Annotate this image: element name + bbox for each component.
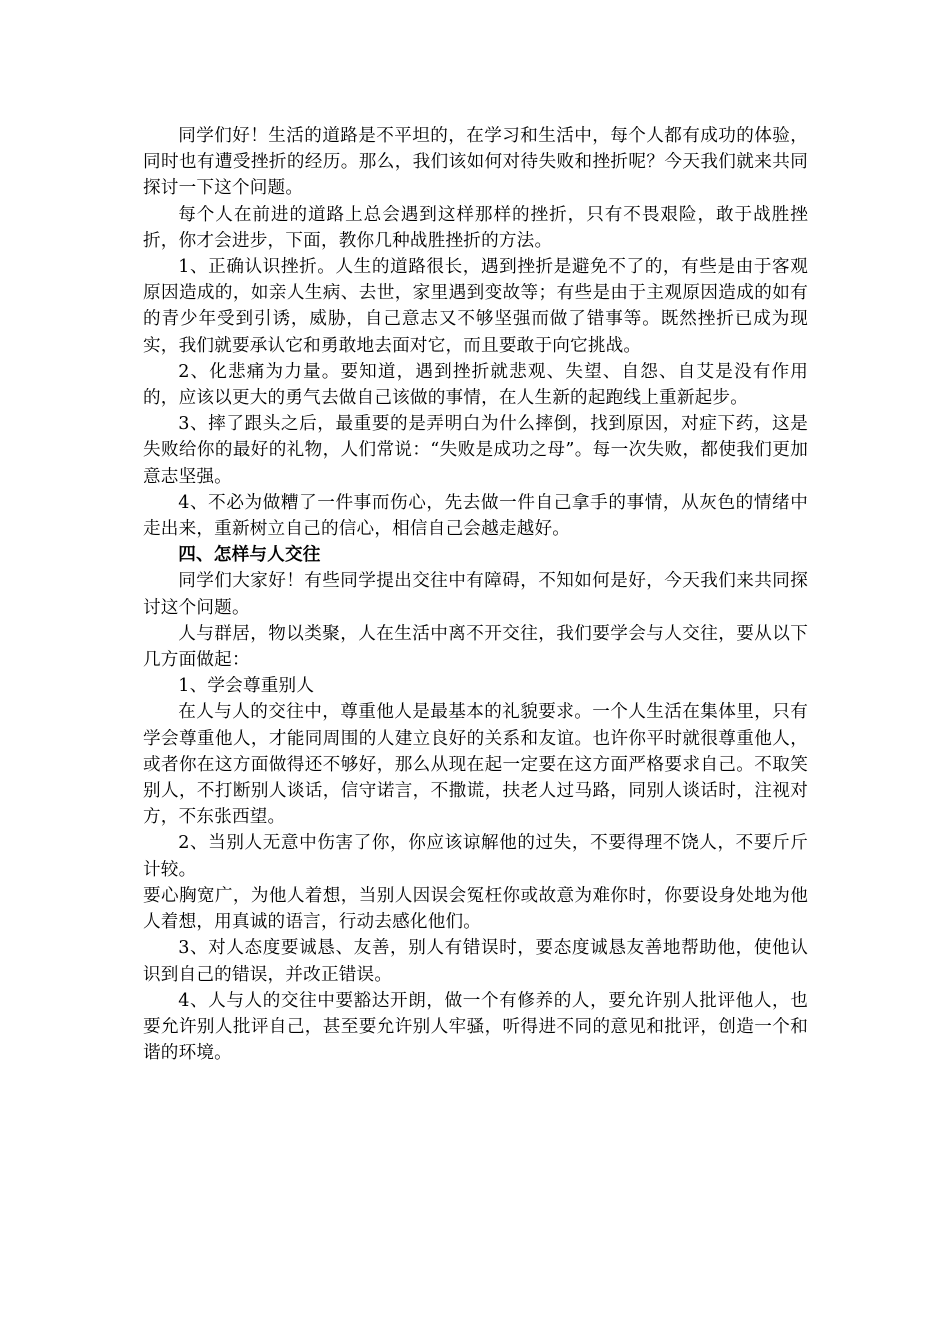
paragraph-intro: 同学们好！生活的道路是不平坦的，在学习和生活中，每个人都有成功的体验，同时也有遭受挫折的经历。那么，我们该如何对待失败和挫折呢？今天我们就来共同探讨一下这个问题。 (143, 126, 808, 199)
paragraph-method-1: 1、正确认识挫折。人生的道路很长，遇到挫折是避免不了的，有些是由于客观原因造成的，如亲人生病、去世，家里遇到变故等；有些是由于主观原因造成的如有的青少年受到引诱，威胁，自己意志又不够坚强而做了错事等。既然挫折已成为现实，我们就要承认它和勇敢地去面对它，而且要敢于向它挑战。 (143, 257, 808, 356)
paragraph-broad-mind: 要心胸宽广，为他人着想，当别人因误会冤枉你或故意为难你时，你要设身处地为他人着想，用真诚的语言，行动去感化他们。 (143, 885, 808, 933)
document-body (143, 123, 808, 1066)
paragraph-point-4: 4、人与人的交往中要豁达开朗，做一个有修养的人，要允许别人批评他人，也要允许别人批评自己，甚至要允许别人牢骚，听得进不同的意见和批评，创造一个和谐的环境。 (143, 990, 808, 1064)
paragraph-social-intro: 人与群居，物以类聚，人在生活中离不开交往，我们要学会与人交往，要从以下几方面做起： (143, 623, 808, 671)
paragraph-point-3: 3、对人态度要诚恳、友善，别人有错误时，要态度诚恳友善地帮助他，使他认识到自己的错误，并改正错误。 (143, 938, 808, 985)
paragraph-method-2: 2、化悲痛为力量。要知道，遇到挫折就悲观、失望、自怨、自艾是没有作用的，应该以更大的勇气去做自己该做的事情，在人生新的起跑线上重新起步。 (143, 361, 808, 409)
paragraph-greeting: 同学们大家好！有些同学提出交往中有障碍，不知如何是好，今天我们来共同探讨这个问题。 (143, 571, 808, 618)
paragraph-point-1-title: 1、学会尊重别人 (178, 676, 315, 697)
paragraph-overcome-setbacks: 每个人在前进的道路上总会遇到这样那样的挫折，只有不畏艰险，敢于战胜挫折，你才会进步，下面，教你几种战胜挫折的方法。 (143, 204, 808, 251)
section-heading: 四、怎样与人交往 (178, 544, 321, 566)
paragraph-respect: 在人与人的交往中，尊重他人是最基本的礼貌要求。一个人生活在集体里，只有学会尊重他人，才能同周围的人建立良好的关系和友谊。也许你平时就很尊重他人，或者你在这方面做得还不够好，那么从现在起一定要在这方面严格要求自己。不取笑别人，不打断别人谈话，信守诺言，不撒谎，扶老人过马路，同别人谈话时，注视对方，不东张西望。 (143, 702, 808, 828)
paragraph-method-4: 4、不必为做糟了一件事而伤心，先去做一件自己拿手的事情，从灰色的情绪中走出来，重新树立自己的信心，相信自己会越走越好。 (143, 492, 808, 540)
paragraph-method-3: 3、摔了跟头之后，最重要的是弄明白为什么摔倒，找到原因，对症下药，这是失败给你的最好的礼物，人们常说：“失败是成功之母”。每一次失败，都使我们更加意志坚强。 (143, 414, 808, 487)
paragraph-point-2: 2、当别人无意中伤害了你，你应该谅解他的过失，不要得理不饶人，不要斤斤计较。 (143, 833, 808, 880)
